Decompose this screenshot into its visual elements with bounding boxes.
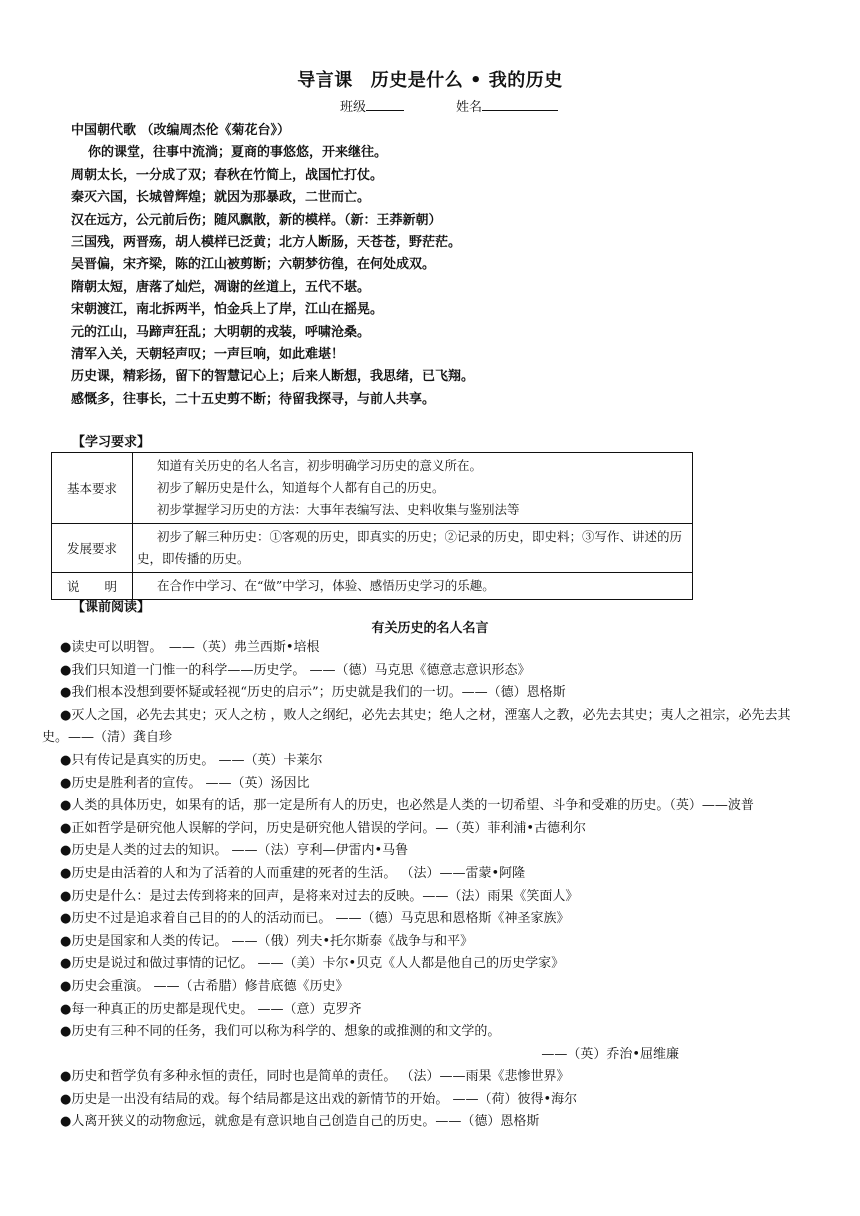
- list-item: [42, 886, 814, 909]
- poem-line: 三国残，两晋殇，胡人模样已泛黄；北方人断肠，天苍苍，野茫茫。: [71, 234, 462, 250]
- bullet-icon: ●: [60, 820, 72, 836]
- list-item: [42, 999, 814, 1022]
- quote-text: 历史是胜利者的宣传。 ——（英）汤因比: [71, 775, 310, 791]
- row-label: 说 明: [52, 573, 133, 600]
- quote-text: 历史和哲学负有多种永恒的责任，同时也是简单的责任。 （法）——雨果《悲惨世界》: [71, 1069, 570, 1085]
- poem-line: 吴晋偏，宋齐梁，陈的江山被剪断；六朝梦彷徨，在何处成双。: [71, 257, 436, 273]
- list-item: [42, 660, 814, 683]
- quote-text: 历史是什么：是过去传到将来的回声，是将来对过去的反映。——（法）雨果《笑面人》: [71, 888, 579, 904]
- quote-text: 历史会重演。 ——（古希腊）修昔底德《历史》: [71, 978, 349, 994]
- row-content: [133, 524, 693, 573]
- quote-text: 历史是人类的过去的知识。 ——（法）亨利—伊雷内•马鲁: [71, 843, 409, 859]
- bullet-icon: ●: [60, 865, 72, 881]
- quote-text: 历史是说过和做过事情的记忆。 ——（美）卡尔•贝克《人人都是他自己的历史学家》: [71, 956, 565, 972]
- bullet-icon: ●: [60, 911, 72, 927]
- list-item: [42, 637, 814, 660]
- list-item: [42, 1111, 814, 1134]
- list-item: [42, 976, 814, 999]
- bullet-icon: ●: [60, 956, 72, 972]
- requirement-line: 知道有关历史的名人名言，初步明确学习历史的意义所在。: [157, 458, 483, 473]
- list-item: [42, 863, 814, 886]
- bullet-icon: ●: [60, 843, 72, 859]
- list-item: [42, 1021, 814, 1066]
- requirements-table: [51, 452, 693, 600]
- poem-line: 清军入关，天朝轻声叹；一声巨响，如此难堪！: [71, 346, 345, 362]
- list-item: [42, 705, 814, 750]
- row-content: [133, 573, 693, 600]
- quote-source: ——（英）乔治•屈维廉: [541, 1046, 679, 1062]
- list-item: [42, 953, 814, 976]
- poem-line: 周朝太长，一分成了双；春秋在竹简上，战国忙打仗。: [71, 167, 384, 183]
- poem-line: 历史课，精彩扬，留下的智慧记心上；后来人断想，我思绪，已飞翔。: [71, 369, 475, 385]
- dynasty-poem: [71, 120, 831, 411]
- name-label: 姓名: [456, 100, 483, 115]
- list-item: [42, 750, 814, 773]
- reading-heading: 【课前阅读】: [72, 600, 151, 615]
- quote-text: 我们只知道一门惟一的科学——历史学。 ——（德）马克思《德意志意识形态》: [71, 662, 531, 678]
- table-row: [52, 524, 693, 573]
- list-item: [42, 908, 814, 931]
- requirements-heading: 【学习要求】: [72, 435, 151, 450]
- title-part2: 历史是什么 • 我的历史: [370, 70, 563, 91]
- name-bar: [340, 96, 558, 115]
- bullet-icon: ●: [60, 640, 72, 655]
- requirement-line: 初步了解历史是什么，知道每个人都有自己的历史。: [157, 480, 445, 495]
- quote-text: 读史可以明智。 ——（英）弗兰西斯•培根: [71, 640, 320, 655]
- quote-text: 正如哲学是研究他人误解的学问，历史是研究他人错误的学问。—（英）菲利浦•古德利尔: [71, 820, 587, 836]
- row-content: [133, 453, 693, 524]
- requirement-line: 初步掌握学习历史的方法：大事年表编写法、史料收集与鉴别法等: [157, 502, 520, 517]
- quote-text: 我们根本没想到要怀疑或轻视“历史的启示”；历史就是我们的一切。——（德）恩格斯: [71, 685, 566, 701]
- row-label: 基本要求: [52, 453, 133, 524]
- quotes-list: [42, 637, 814, 1134]
- requirement-text: 初步了解三种历史：①客观的历史，即真实的历史；②记录的历史，即史料；③写作、讲述的历史，即传播的历史。: [137, 529, 683, 566]
- bullet-icon: ●: [60, 1024, 72, 1040]
- bullet-icon: ●: [60, 888, 72, 904]
- list-item: [42, 795, 814, 818]
- name-blank[interactable]: [482, 96, 558, 111]
- requirement-text: 在合作中学习、在“做”中学习，体验、感悟历史学习的乐趣。: [157, 578, 495, 593]
- quote-text: 灭人之国，必先去其史；灭人之枋 ，败人之纲纪，必先去其史；绝人之材，湮塞人之教，必先去其史；夷人之祖宗，必先去其史。——（清）龚自珍: [42, 707, 791, 746]
- quote-text: 人离开狭义的动物愈远，就愈是有意识地自己创造自己的历史。——（德）恩格斯: [71, 1114, 540, 1130]
- quote-text: 历史有三种不同的任务，我们可以称为科学的、想象的或推测的和文学的。: [71, 1024, 501, 1040]
- list-item: [42, 840, 814, 863]
- bullet-icon: ●: [60, 1001, 72, 1017]
- quote-text: 历史是一出没有结局的戏。每个结局都是这出戏的新情节的开始。 ——（荷）彼得•海尔: [71, 1091, 578, 1107]
- poem-line: 感慨多，往事长，二十五史剪不断；待留我探寻，与前人共享。: [71, 391, 436, 407]
- bullet-icon: ●: [60, 1114, 72, 1130]
- class-label: 班级: [340, 100, 367, 115]
- list-item: [42, 818, 814, 841]
- row-label: 发展要求: [52, 524, 133, 573]
- table-row: [52, 453, 693, 524]
- quote-text: 只有传记是真实的历史。 ——（英）卡莱尔: [71, 752, 323, 768]
- list-item: [42, 1066, 814, 1089]
- list-item: [42, 773, 814, 796]
- bullet-icon: ●: [60, 798, 72, 814]
- class-blank[interactable]: [366, 96, 404, 111]
- list-item: [42, 1089, 814, 1112]
- bullet-icon: ●: [60, 933, 72, 949]
- quotes-subtitle: 有关历史的名人名言: [371, 621, 489, 636]
- quote-text: 每一种真正的历史都是现代史。 ——（意）克罗齐: [71, 1001, 362, 1017]
- bullet-icon: ●: [60, 775, 72, 791]
- poem-line: 你的课堂，往事中流淌；夏商的事悠悠，开来继往。: [88, 145, 388, 161]
- list-item: [42, 682, 814, 705]
- quote-text: 人类的具体历史，如果有的话，那一定是所有人的历史，也必然是人类的一切希望、斗争和受难的历史。（英）——波普: [71, 798, 754, 814]
- bullet-icon: ●: [60, 707, 72, 723]
- poem-line: 隋朝太短，唐落了灿烂，凋谢的丝道上，五代不堪。: [71, 279, 371, 295]
- poem-line: 宋朝渡江，南北拆两半，怕金兵上了岸，江山在摇晃。: [71, 302, 384, 318]
- bullet-icon: ●: [60, 662, 72, 678]
- quote-text: 历史是国家和人类的传记。 ——（俄）列夫•托尔斯泰《战争与和平》: [71, 933, 474, 949]
- quote-text: 历史不过是追求着自己目的的人的活动而已。 ——（德）马克思和恩格斯《神圣家族》: [71, 911, 570, 927]
- page-title: [0, 66, 860, 92]
- bullet-icon: ●: [60, 1091, 72, 1107]
- bullet-icon: ●: [60, 978, 72, 994]
- bullet-icon: ●: [60, 685, 72, 701]
- bullet-icon: ●: [60, 1069, 72, 1085]
- poem-heading: 中国朝代歌 （改编周杰伦《菊花台》）: [71, 123, 291, 138]
- title-part1: 导言课: [297, 70, 353, 91]
- list-item: [42, 931, 814, 954]
- quote-text: 历史是由活着的人和为了活着的人而重建的死者的生活。 （法）——雷蒙•阿隆: [71, 865, 526, 881]
- bullet-icon: ●: [60, 752, 72, 768]
- poem-line: 秦灭六国，长城曾辉煌；就因为那暴政，二世而亡。: [71, 190, 371, 206]
- poem-line: 元的江山，马蹄声狂乱；大明朝的戎装，呼啸沧桑。: [71, 324, 371, 340]
- poem-line: 汉在远方，公元前后伤；随风飘散，新的模样。（新：王莽新朝）: [71, 212, 442, 228]
